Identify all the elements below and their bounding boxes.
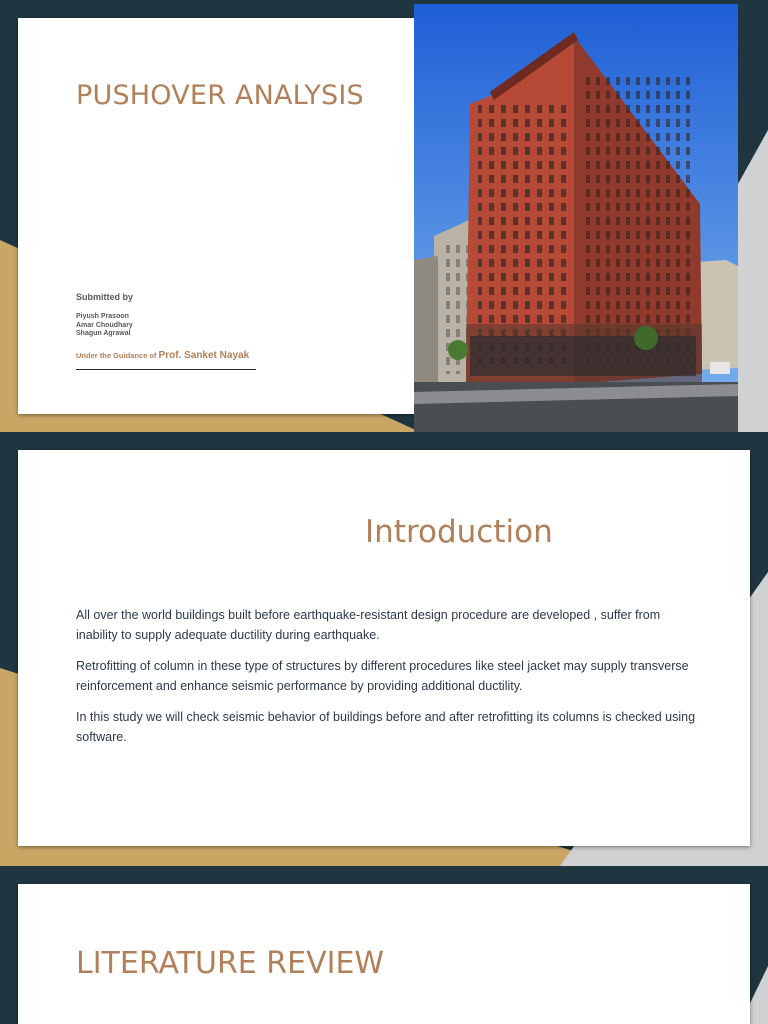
paragraph: All over the world buildings built before earthquake-resistant design procedure are developed , suffer from inability to supply adequate ductility during earthquake.	[76, 608, 661, 642]
paragraph: In this study we will check seismic behavior of buildings before and after retrofitting its columns is checked using software.	[76, 710, 696, 744]
submitted-by-label: Submitted by	[76, 292, 134, 302]
guidance-line	[76, 350, 249, 361]
building-photo	[414, 4, 738, 432]
author-name: Piyush Prasoon	[76, 313, 129, 320]
author-list	[76, 313, 133, 339]
slide-title: Introduction	[365, 514, 553, 550]
guidance-prefix: Under the Guidance of	[76, 351, 157, 360]
slide-title: LITERATURE REVIEW	[76, 946, 385, 981]
slide-body	[76, 606, 696, 759]
slide-3-band	[0, 866, 768, 1024]
paragraph: Retrofitting of column in these type of structures by different procedures like steel jacket may supply transverse reinforcement and enhance seismic performance by providing additional ductility.	[76, 659, 689, 693]
slide-3	[18, 884, 750, 1024]
slide-1-band	[0, 0, 768, 432]
slide-1	[18, 18, 414, 414]
building-photo-icon	[414, 4, 738, 432]
guidance-name: Prof. Sanket Nayak	[158, 350, 250, 361]
author-name: Shagun Agrawal	[76, 330, 131, 337]
slide-title: PUSHOVER ANALYSIS	[76, 80, 364, 111]
slide-2-band	[0, 432, 768, 866]
slide-2	[18, 450, 750, 846]
author-name: Amar Choudhary	[76, 321, 133, 329]
divider	[76, 369, 256, 370]
